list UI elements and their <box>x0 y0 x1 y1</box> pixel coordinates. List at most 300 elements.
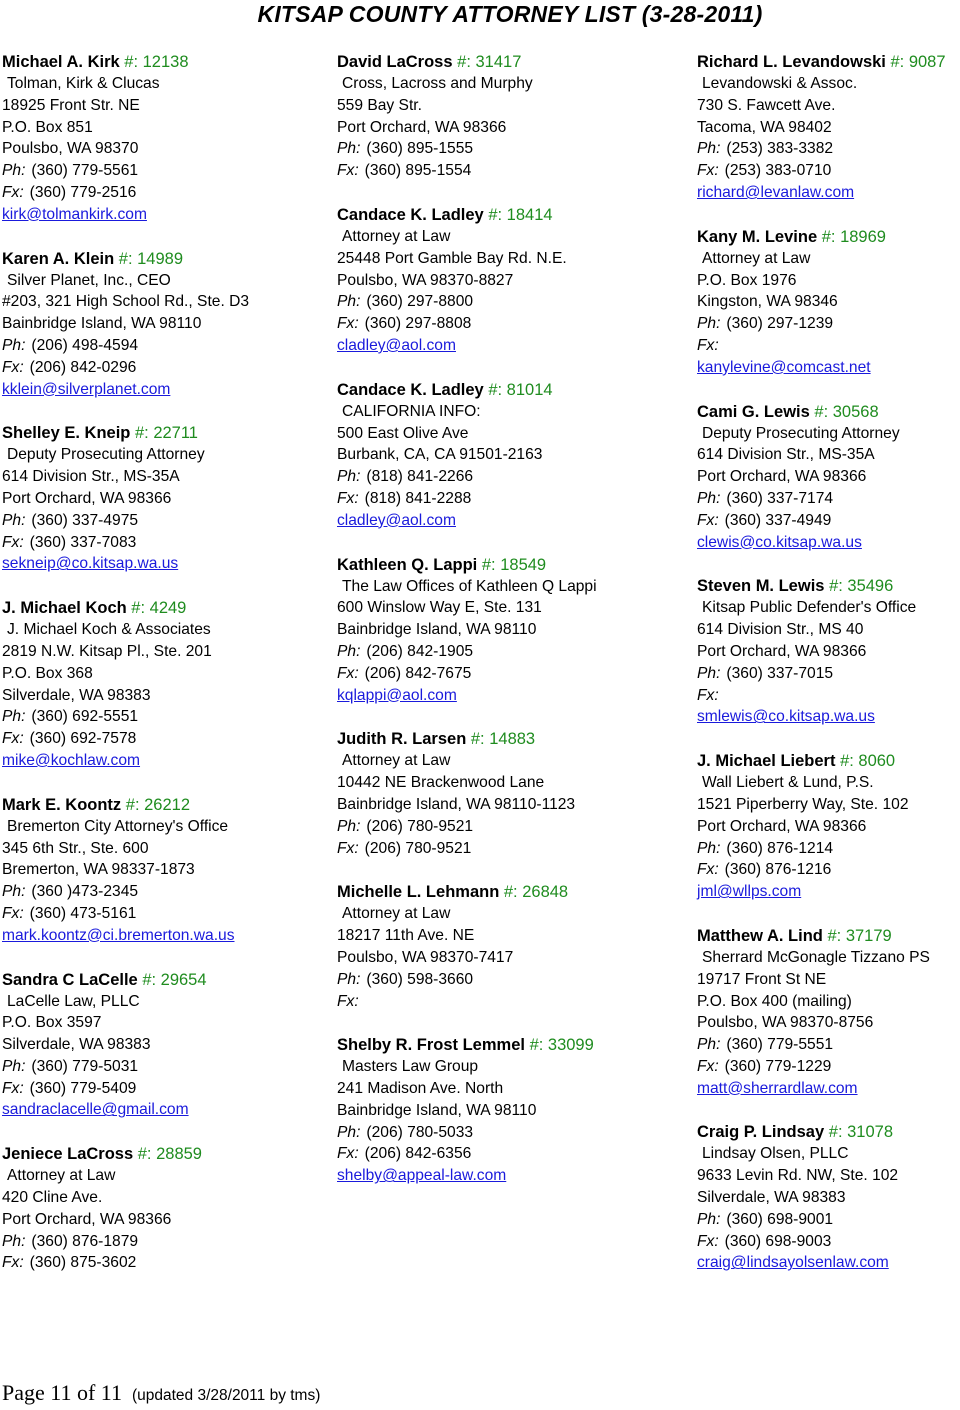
entry-spacer <box>2 575 322 597</box>
fax-label: Fx: <box>697 162 719 180</box>
fax-line <box>697 510 959 532</box>
entry-spacer <box>2 400 322 422</box>
fax-line <box>697 1056 959 1078</box>
fax-line <box>337 1143 667 1165</box>
fax-number: (360) 297-8808 <box>364 315 472 333</box>
address-line: Bainbridge Island, WA 98110 <box>2 315 202 333</box>
email-row <box>337 1165 667 1187</box>
fax-label: Fx: <box>2 533 24 551</box>
fax-line <box>2 1252 322 1274</box>
attorney-header <box>337 881 667 903</box>
attorney-name: Matthew A. Lind <box>697 926 823 945</box>
phone-line <box>697 663 959 685</box>
address-line: Port Orchard, WA 98366 <box>697 642 867 660</box>
address-line: Poulsbo, WA 98370 <box>2 140 139 158</box>
email-link[interactable]: craig@lindsayolsenlaw.com <box>697 1254 889 1272</box>
bar-number: #: 18549 <box>481 555 547 574</box>
phone-number: (253) 383-3382 <box>726 140 834 158</box>
address-line: Bainbridge Island, WA 98110 <box>337 621 537 639</box>
email-link[interactable]: shelby@appeal-law.com <box>337 1167 507 1185</box>
fax-label: Fx: <box>697 686 719 704</box>
phone-line <box>2 335 322 357</box>
phone-label: Ph: <box>337 970 361 988</box>
phone-number: (360) 876-1214 <box>726 839 834 857</box>
address-line: P.O. Box 851 <box>2 118 93 136</box>
firm-name: Masters Law Group <box>342 1058 479 1076</box>
attorney-header <box>697 51 959 73</box>
bar-number: #: 18414 <box>488 205 553 224</box>
firm-name: J. Michael Koch & Associates <box>7 621 211 639</box>
address-line: Port Orchard, WA 98366 <box>337 118 507 136</box>
fax-line <box>2 182 322 204</box>
bar-number: #: 4249 <box>131 599 187 618</box>
address-line: 614 Division Str., MS 40 <box>697 621 864 639</box>
phone-label: Ph: <box>697 489 721 507</box>
address-line: Poulsbo, WA 98370-7417 <box>337 948 514 966</box>
attorney-name: David LaCross <box>337 53 453 71</box>
address-line: 9633 Levin Rd. NW, Ste. 102 <box>697 1167 899 1185</box>
phone-number: (360) 895-1555 <box>366 140 474 158</box>
fax-line <box>337 313 667 335</box>
fax-line <box>2 357 322 379</box>
fax-label: Fx: <box>2 730 24 748</box>
entry-spacer <box>697 903 959 925</box>
attorney-name: Shelby R. Frost Lemmel <box>337 1036 525 1055</box>
fax-label: Fx: <box>697 511 719 529</box>
fax-label: Fx: <box>2 358 24 376</box>
firm-name: Silver Planet, Inc., CEO <box>7 271 171 289</box>
fax-label: Fx: <box>337 489 359 507</box>
phone-number: (360) 779-5031 <box>31 1057 139 1075</box>
attorney-entry <box>697 575 959 728</box>
address-line: Bainbridge Island, WA 98110-1123 <box>337 795 576 813</box>
fax-line <box>2 903 322 925</box>
entry-spacer <box>337 357 667 379</box>
fax-label: Fx: <box>2 1254 24 1272</box>
column-2 <box>337 51 667 1187</box>
phone-label: Ph: <box>697 140 721 158</box>
firm-name: Attorney at Law <box>7 1167 116 1185</box>
phone-line <box>697 313 959 335</box>
attorney-entry <box>337 554 667 707</box>
phone-line <box>337 1122 667 1144</box>
phone-line <box>697 488 959 510</box>
phone-number: (360) 297-1239 <box>726 315 834 333</box>
address-line: Kingston, WA 98346 <box>697 293 838 311</box>
email-link[interactable]: jml@wllps.com <box>697 883 802 901</box>
firm-name: The Law Offices of Kathleen Q Lappi <box>342 577 597 595</box>
page-number: Page 11 of 11 <box>2 1380 122 1405</box>
phone-line <box>2 881 322 903</box>
bar-number: #: 18969 <box>821 227 886 246</box>
phone-number: (360 )473-2345 <box>31 883 139 901</box>
fax-number: (360) 779-5409 <box>29 1079 137 1097</box>
attorney-header <box>2 422 322 444</box>
firm-name: Bremerton City Attorney's Office <box>7 817 229 835</box>
fax-number: (360) 337-7083 <box>29 533 137 551</box>
address-line: 345 6th Str., Ste. 600 <box>2 839 149 857</box>
phone-line <box>337 816 667 838</box>
phone-number: (360) 876-1879 <box>31 1232 139 1250</box>
firm-name: Attorney at Law <box>702 249 811 267</box>
address-line: P.O. Box 1976 <box>697 271 797 289</box>
address-line: 10442 NE Brackenwood Lane <box>337 774 545 792</box>
fax-number: (360) 875-3602 <box>29 1254 137 1272</box>
bar-number: #: 29654 <box>142 970 207 989</box>
firm-name: Attorney at Law <box>342 752 451 770</box>
fax-number: (360) 698-9003 <box>724 1232 832 1250</box>
address-line: 600 Winslow Way E, Ste. 131 <box>337 599 542 617</box>
address-line: 25448 Port Gamble Bay Rd. N.E. <box>337 249 567 267</box>
fax-label: Fx: <box>2 904 24 922</box>
email-row <box>337 335 667 357</box>
updated-note: (updated 3/28/2011 by tms) <box>131 1387 321 1404</box>
fax-line <box>697 160 959 182</box>
address-line: 18925 Front Str. NE <box>2 96 140 114</box>
address-line: 241 Madison Ave. North <box>337 1080 504 1098</box>
entry-spacer <box>337 706 667 728</box>
bar-number: #: 12138 <box>124 53 189 71</box>
email-row <box>2 750 322 772</box>
email-link[interactable]: sekneip@co.kitsap.wa.us <box>2 555 179 573</box>
attorney-header <box>697 925 959 947</box>
attorney-entry <box>337 379 667 532</box>
bar-number: #: 22711 <box>134 424 198 443</box>
phone-number: (206) 842-1905 <box>366 642 474 660</box>
attorney-entry <box>337 1034 667 1187</box>
attorney-header <box>697 401 959 423</box>
fax-line <box>2 532 322 554</box>
phone-label: Ph: <box>2 1057 26 1075</box>
address-line: Poulsbo, WA 98370-8827 <box>337 271 514 289</box>
attorney-entry <box>697 226 959 379</box>
address-line: Port Orchard, WA 98366 <box>2 489 172 507</box>
fax-label: Fx: <box>337 664 359 682</box>
fax-number: (360) 876-1216 <box>724 861 832 879</box>
attorney-entry <box>337 881 667 1012</box>
phone-label: Ph: <box>697 839 721 857</box>
email-row <box>697 706 959 728</box>
firm-name: Cross, Lacross and Murphy <box>342 75 533 92</box>
entry-spacer <box>697 379 959 401</box>
phone-line <box>697 1209 959 1231</box>
attorney-entry <box>697 51 959 204</box>
attorney-name: J. Michael Koch <box>2 599 127 618</box>
phone-label: Ph: <box>697 1210 721 1228</box>
attorney-header <box>2 794 322 816</box>
email-link[interactable]: kirk@tolmankirk.com <box>2 205 147 223</box>
fax-line <box>697 1231 959 1253</box>
column-3 <box>697 51 959 1274</box>
bar-number: #: 30568 <box>814 402 879 421</box>
address-line: 420 Cline Ave. <box>2 1189 103 1207</box>
address-line: Bremerton, WA 98337-1873 <box>2 861 195 879</box>
attorney-name: Kany M. Levine <box>697 227 818 246</box>
fax-number: (360) 692-7578 <box>29 730 137 748</box>
phone-line <box>2 510 322 532</box>
fax-label: Fx: <box>2 1079 24 1097</box>
fax-number: (206) 780-9521 <box>364 839 472 857</box>
phone-label: Ph: <box>337 817 361 835</box>
entry-spacer <box>337 182 667 204</box>
email-row <box>697 357 959 379</box>
phone-number: (206) 780-5033 <box>366 1123 474 1141</box>
address-line: 19717 Front St NE <box>697 970 827 988</box>
entry-spacer <box>697 553 959 575</box>
attorney-name: Mark E. Koontz <box>2 795 122 814</box>
attorney-entry <box>697 750 959 903</box>
phone-number: (360) 692-5551 <box>31 708 139 726</box>
attorney-name: Judith R. Larsen <box>337 730 467 749</box>
attorney-name: Michael A. Kirk <box>2 53 120 71</box>
attorney-header <box>2 248 322 270</box>
entry-spacer <box>2 226 322 248</box>
address-line: Bainbridge Island, WA 98110 <box>337 1101 537 1119</box>
email-link[interactable]: mike@kochlaw.com <box>2 751 141 769</box>
bar-number: #: 26212 <box>125 795 191 814</box>
email-link[interactable]: cladley@aol.com <box>337 511 456 529</box>
attorney-entry <box>697 925 959 1100</box>
email-row <box>2 553 322 575</box>
attorney-name: Candace K. Ladley <box>337 205 484 224</box>
address-line: 559 Bay Str. <box>337 96 422 114</box>
email-link[interactable]: richard@levanlaw.com <box>697 183 855 201</box>
phone-label: Ph: <box>697 315 721 333</box>
firm-name: Attorney at Law <box>342 905 451 923</box>
phone-number: (360) 337-4975 <box>31 511 139 529</box>
bar-number: #: 81014 <box>488 380 553 399</box>
phone-number: (818) 841-2266 <box>366 468 474 486</box>
fax-line <box>337 160 667 182</box>
attorney-entry <box>2 597 322 772</box>
email-row <box>2 379 322 401</box>
firm-name: LaCelle Law, PLLC <box>7 992 140 1010</box>
address-line: 2819 N.W. Kitsap Pl., Ste. 201 <box>2 642 212 660</box>
email-link[interactable]: matt@sherrardlaw.com <box>697 1079 858 1097</box>
fax-number: (360) 473-5161 <box>29 904 137 922</box>
fax-number: (206) 842-6356 <box>364 1145 472 1163</box>
firm-name: Wall Liebert & Lund, P.S. <box>702 774 874 792</box>
phone-label: Ph: <box>337 642 361 660</box>
email-link[interactable]: clewis@co.kitsap.wa.us <box>697 533 862 551</box>
fax-line <box>2 728 322 750</box>
phone-label: Ph: <box>697 664 721 682</box>
address-line: 614 Division Str., MS-35A <box>2 468 180 486</box>
phone-number: (360) 297-8800 <box>366 293 474 311</box>
phone-label: Ph: <box>2 883 26 901</box>
address-line: 500 East Olive Ave <box>337 424 469 442</box>
attorney-entry <box>337 728 667 859</box>
fax-label: Fx: <box>337 162 359 180</box>
email-link[interactable]: kanylevine@comcast.net <box>697 358 871 376</box>
phone-line <box>697 138 959 160</box>
fax-label: Fx: <box>697 861 719 879</box>
email-row <box>2 925 322 947</box>
fax-label: Fx: <box>2 183 24 201</box>
attorney-name: Karen A. Klein <box>2 249 115 268</box>
phone-number: (360) 698-9001 <box>726 1210 834 1228</box>
fax-number: (818) 841-2288 <box>364 489 472 507</box>
entry-spacer <box>697 204 959 226</box>
phone-line <box>697 1034 959 1056</box>
attorney-entry <box>2 1143 322 1274</box>
fax-number: (253) 383-0710 <box>724 162 832 180</box>
email-link[interactable]: mark.koontz@ci.bremerton.wa.us <box>2 926 235 944</box>
attorney-entry <box>2 794 322 947</box>
attorney-entry <box>337 204 667 357</box>
email-row <box>697 881 959 903</box>
fax-line <box>697 859 959 881</box>
phone-number: (360) 598-3660 <box>366 970 474 988</box>
attorney-header <box>2 969 322 991</box>
fax-label: Fx: <box>697 1232 719 1250</box>
bar-number: #: 9087 <box>890 53 946 71</box>
bar-number: #: 33099 <box>529 1036 594 1055</box>
phone-line <box>337 641 667 663</box>
email-link[interactable]: smlewis@co.kitsap.wa.us <box>697 708 875 726</box>
attorney-header <box>697 750 959 772</box>
phone-label: Ph: <box>2 1232 26 1250</box>
entry-spacer <box>697 728 959 750</box>
fax-label: Fx: <box>337 839 359 857</box>
fax-line <box>337 488 667 510</box>
attorney-header <box>697 1121 959 1143</box>
attorney-name: Sandra C LaCelle <box>2 970 138 989</box>
address-line: Silverdale, WA 98383 <box>2 1036 151 1054</box>
address-line: Port Orchard, WA 98366 <box>697 468 867 486</box>
address-line: 614 Division Str., MS-35A <box>697 446 875 464</box>
phone-label: Ph: <box>2 162 26 180</box>
attorney-name: Craig P. Lindsay <box>697 1123 825 1142</box>
bar-number: #: 26848 <box>503 883 569 902</box>
bar-number: #: 35496 <box>829 577 894 596</box>
entry-spacer <box>337 859 667 881</box>
phone-line <box>2 1231 322 1253</box>
fax-line <box>337 991 667 1013</box>
attorney-header <box>337 379 667 401</box>
phone-label: Ph: <box>2 708 26 726</box>
phone-number: (206) 498-4594 <box>31 336 139 354</box>
email-row <box>2 1099 322 1121</box>
email-link[interactable]: cladley@aol.com <box>337 336 456 354</box>
phone-line <box>2 706 322 728</box>
entry-spacer <box>2 947 322 969</box>
address-line: #203, 321 High School Rd., Ste. D3 <box>2 293 250 311</box>
entry-spacer <box>337 1012 667 1034</box>
fax-label: Fx: <box>697 336 719 354</box>
phone-number: (360) 779-5561 <box>31 162 139 180</box>
bar-number: #: 31078 <box>828 1123 893 1142</box>
attorney-entry <box>2 422 322 575</box>
firm-name: Lindsay Olsen, PLLC <box>702 1145 849 1163</box>
email-row <box>2 204 322 226</box>
attorney-header <box>2 51 322 73</box>
firm-name: Tolman, Kirk & Clucas <box>7 75 160 92</box>
attorney-header <box>2 597 322 619</box>
firm-name: Sherrard McGonagle Tizzano PS <box>702 948 930 966</box>
phone-label: Ph: <box>2 511 26 529</box>
page-footer <box>2 1380 320 1406</box>
attorney-entry <box>2 248 322 401</box>
attorney-entry <box>2 969 322 1122</box>
fax-number: (360) 779-1229 <box>724 1057 832 1075</box>
bar-number: #: 14883 <box>470 730 536 749</box>
attorney-header <box>337 728 667 750</box>
fax-line <box>2 1078 322 1100</box>
address-line: P.O. Box 3597 <box>2 1014 102 1032</box>
attorney-header <box>697 226 959 248</box>
firm-name: Attorney at Law <box>342 227 451 245</box>
address-line: Port Orchard, WA 98366 <box>2 1210 172 1228</box>
address-line: 730 S. Fawcett Ave. <box>697 96 836 114</box>
fax-label: Fx: <box>337 1145 359 1163</box>
fax-label: Fx: <box>697 1057 719 1075</box>
fax-number: (360) 337-4949 <box>724 511 832 529</box>
email-row <box>697 1078 959 1100</box>
phone-number: (206) 780-9521 <box>366 817 474 835</box>
phone-line <box>697 838 959 860</box>
attorney-name: Steven M. Lewis <box>697 577 825 596</box>
email-row <box>697 182 959 204</box>
email-link[interactable]: sandraclacelle@gmail.com <box>2 1101 189 1119</box>
bar-number: #: 31417 <box>457 53 522 71</box>
attorney-entry <box>697 401 959 554</box>
email-link[interactable]: kklein@silverplanet.com <box>2 380 171 398</box>
phone-number: (360) 337-7174 <box>726 489 834 507</box>
phone-line <box>337 138 667 160</box>
email-row <box>697 1252 959 1274</box>
phone-line <box>2 1056 322 1078</box>
address-line: Silverdale, WA 98383 <box>697 1189 846 1207</box>
attorney-entry <box>2 51 322 226</box>
attorney-name: Kathleen Q. Lappi <box>337 555 478 574</box>
attorney-name: Candace K. Ladley <box>337 380 484 399</box>
attorney-header <box>337 554 667 576</box>
address-line: Burbank, CA, CA 91501-2163 <box>337 446 543 464</box>
attorney-header <box>2 1143 322 1165</box>
fax-number: (206) 842-7675 <box>364 664 472 682</box>
phone-label: Ph: <box>2 336 26 354</box>
phone-line <box>2 160 322 182</box>
page-title: KITSAP COUNTY ATTORNEY LIST (3-28-2011) <box>257 1 763 27</box>
email-row <box>697 532 959 554</box>
fax-number: (360) 895-1554 <box>364 162 472 180</box>
firm-name: Deputy Prosecuting Attorney <box>7 446 205 464</box>
fax-number: (206) 842-0296 <box>29 358 137 376</box>
phone-label: Ph: <box>697 1036 721 1054</box>
firm-name: Deputy Prosecuting Attorney <box>702 424 900 442</box>
fax-line <box>697 335 959 357</box>
email-link[interactable]: kqlappi@aol.com <box>337 686 457 704</box>
column-1 <box>2 51 322 1274</box>
attorney-name: Jeniece LaCross <box>2 1145 134 1164</box>
fax-label: Fx: <box>337 992 359 1010</box>
address-line: P.O. Box 400 (mailing) <box>697 992 852 1010</box>
attorney-name: Richard L. Levandowski <box>697 53 886 71</box>
phone-label: Ph: <box>337 293 361 311</box>
fax-line <box>337 663 667 685</box>
bar-number: #: 37179 <box>827 926 892 945</box>
attorney-name: Cami G. Lewis <box>697 402 810 421</box>
email-row <box>337 685 667 707</box>
entry-spacer <box>2 1121 322 1143</box>
attorney-header <box>697 575 959 597</box>
firm-name: Kitsap Public Defender's Office <box>702 599 917 617</box>
attorney-header <box>337 51 667 73</box>
bar-number: #: 8060 <box>840 752 896 771</box>
attorney-header <box>337 1034 667 1056</box>
fax-number: (360) 779-2516 <box>29 183 137 201</box>
